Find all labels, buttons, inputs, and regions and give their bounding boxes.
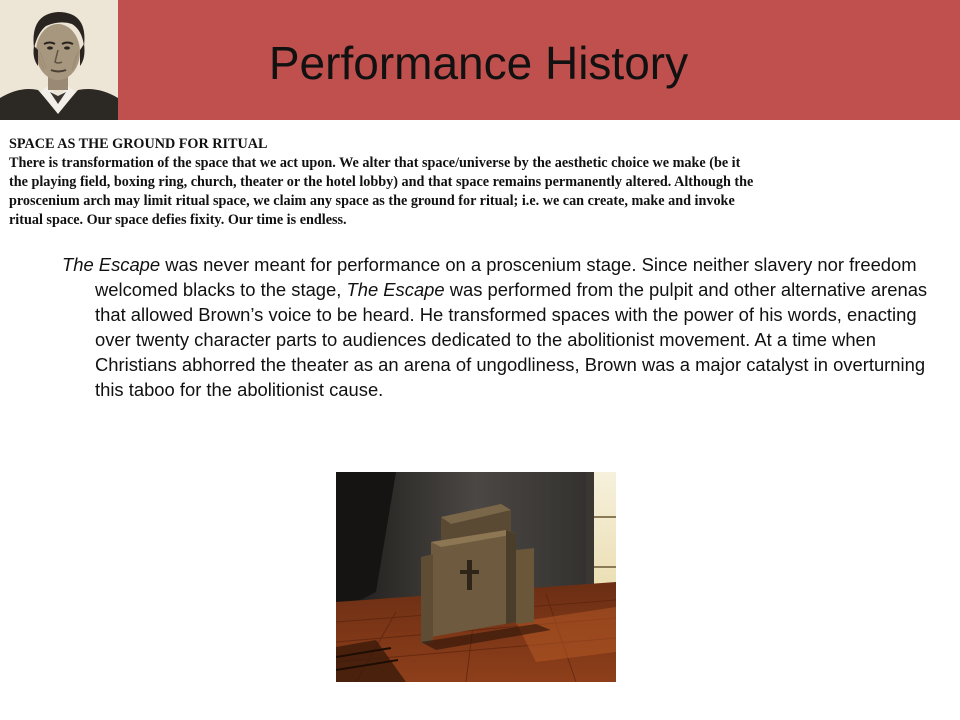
quote-heading: SPACE AS THE GROUND FOR RITUAL (9, 136, 268, 152)
body-paragraph (62, 252, 940, 402)
portrait-image (0, 0, 118, 120)
ritual-quote-block (9, 135, 939, 230)
quote-line: ritual space. Our space defies fixity. Our time is endless. (9, 212, 347, 228)
slide-title: Performance History (268, 37, 689, 89)
quote-line: There is transformation of the space that we act upon. We alter that space/universe by the aesthetic choice we make (be it (9, 155, 741, 171)
quote-line: the playing field, boxing ring, church, theater or the hotel lobby) and that space remains permanently altered. Although the (9, 174, 754, 190)
body-text: was never meant for performance on a proscenium stage. Since neither slavery nor freedom welcomed blacks to the stage, (95, 254, 917, 300)
pulpit-image (336, 472, 616, 682)
body-text: was performed from the pulpit and other alternative arenas that allowed Brown’s voice to be heard. He transformed spaces with the power of his words, enacting over twenty character parts to audiences dedicated to the abolitionist movement. At a time when Christians abhorred the theater as an arena of ungodliness, Brown was a major catalyst in overturning this taboo for the abolitionist cause. (95, 279, 928, 400)
quote-line: proscenium arch may limit ritual space, we claim any space as the ground for ritual; i.e. we can create, make and invoke (9, 193, 735, 209)
work-title: The Escape (62, 254, 161, 275)
work-title: The Escape (346, 279, 445, 300)
